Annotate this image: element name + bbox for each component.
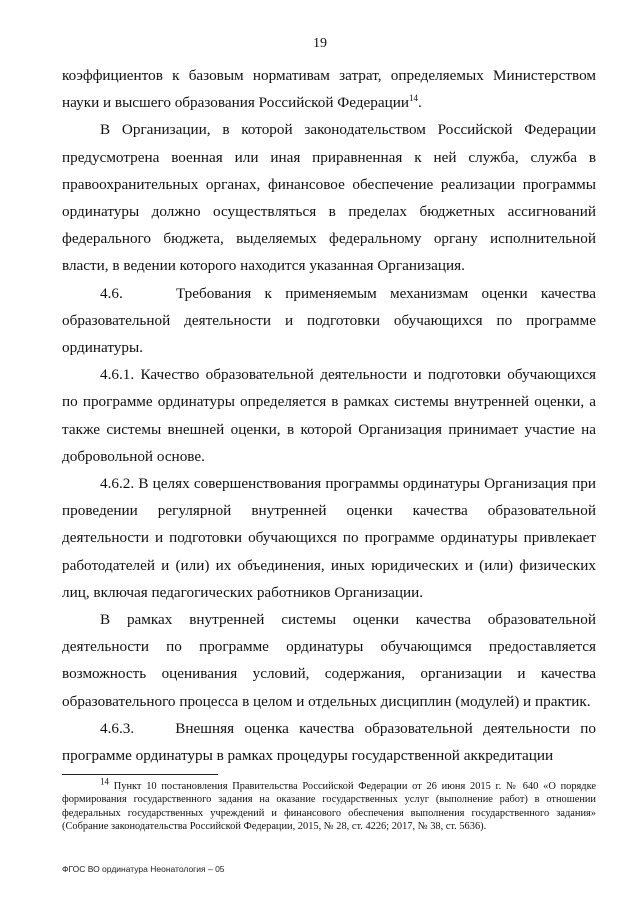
section-heading-4-6: 4.6. Требования к применяемым механизмам оценки качества образовательной деятельности и подготовки обучающихся по программе ординатуры. bbox=[62, 284, 596, 357]
paragraph-internal-assessment: В рамках внутренней системы оценки качества образовательной деятельности по программе ординатуры обучающимся предоставляется возможность оценивания условий, содержания, организации и качества образовательного процесса в целом и отдельных дисциплин (модулей) и практик. bbox=[62, 611, 596, 710]
footnote-line bbox=[62, 776, 596, 834]
footnote bbox=[62, 776, 596, 834]
page-number: 19 bbox=[313, 36, 327, 51]
paragraph-4-6-1: 4.6.1. Качество образовательной деятельности и подготовки обучающихся по программе ординатуры определяется в рамках системы внутренней оценки, а также системы внешней оценки, в которой Организация принимает участие на добровольной основе. bbox=[62, 366, 596, 465]
paragraph-1-text: коэффициентов к базовым нормативам затрат, определяемых Министерством науки и высшего образования Российской Федерации bbox=[62, 67, 596, 112]
paragraph-1-tail: . bbox=[418, 94, 422, 112]
footnote-divider bbox=[62, 774, 218, 775]
footnote-text: Пункт 10 постановления Правительства Российской Федерации от 26 июня 2015 г. № 640 «О порядке формирования государственного задания на оказание государственных услуг (выполнение работ) в отношении федеральных государственных учреждений и финансового обеспечения выполнения государственного задания» (Собрание законодательства Российской Федерации, 2015, № 28, ст. 4226; 2017, № 38, ст. 5636). bbox=[62, 781, 596, 833]
document-body bbox=[62, 62, 596, 769]
footnote-ref[interactable]: 14 bbox=[409, 93, 418, 104]
footnote-mark: 14 bbox=[100, 776, 109, 787]
paragraph-2: В Организации, в которой законодательством Российской Федерации предусмотрена военная или иная приравненная к ней служба, служба в правоохранительных органах, финансовое обеспечение реализации программы ординатуры должно осуществляться в пределах бюджетных ассигнований федерального бюджета, выделяемых федеральному органу исполнительной власти, в ведении которого находится указанная Организация. bbox=[62, 121, 596, 275]
paragraph-4-6-3: 4.6.3. Внешняя оценка качества образовательной деятельности по программе ординатуры в рамках процедуры государственной аккредитации bbox=[62, 719, 596, 765]
document-footer-label: ФГОС ВО ординатура Неонатология – 05 bbox=[62, 864, 225, 874]
paragraph-1 bbox=[62, 62, 596, 116]
paragraph-4-6-2: 4.6.2. В целях совершенствования программы ординатуры Организация при проведении регулярной внутренней оценки качества образовательной деятельности и подготовки обучающихся по программе ординатуры привлекает работодателей и (или) их объединения, иных юридических и (или) физических лиц, включая педагогических работников Организации. bbox=[62, 475, 596, 601]
